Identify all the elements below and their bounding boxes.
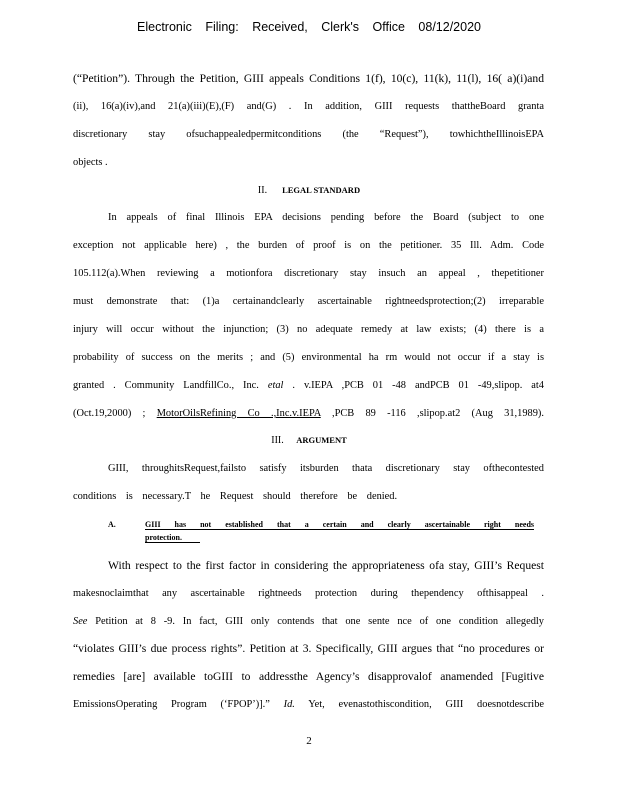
case-name: MotorOilsRefining Co .,Inc.v.IEPA — [156, 408, 321, 419]
body-line: probability of success on the merits ; and (5) environmental ha rm would not occur if a stay is — [73, 352, 544, 363]
subheading-letter: A. — [108, 520, 116, 529]
body-line: objects . — [73, 157, 108, 168]
citation-text: ,PCB 89 -116 ,slipop.at2 (Aug 31,1989). — [331, 408, 544, 419]
page-number: 2 — [306, 735, 312, 747]
citation-line — [73, 379, 544, 393]
section-title: ARGUMENT — [296, 435, 347, 445]
body-line: makesnoclaimthat any ascertainable rightneeds protection during thependency ofthisappeal . — [73, 588, 544, 599]
citation-text: (Oct.19,2000) ; — [73, 408, 146, 419]
body-line — [73, 615, 544, 629]
body-line: With respect to the first factor in considering the appropriateness ofa stay, GIII’s Request — [108, 559, 544, 572]
section-heading-legal-standard — [0, 185, 618, 196]
citation-etal: etal — [267, 380, 284, 391]
section-number: II. — [257, 185, 268, 196]
body-line: In appeals of final Illinois EPA decisions pending before the Board (subject to one — [108, 212, 544, 223]
section-heading-argument — [0, 435, 618, 446]
body-line: “violates GIII’s due process rights”. Petition at 3. Specifically, GIII argues that “no procedures or — [73, 642, 544, 655]
body-line: conditions is necessary.T he Request should therefore be denied. — [73, 491, 398, 502]
body-line: (“Petition”). Through the Petition, GIII appeals Conditions 1(f), 10(c), 11(k), 11(l), 16( a)(i)and — [73, 72, 544, 85]
body-line: discretionary stay ofsuchappealedpermitconditions (the “Request”), towhichtheIllinoisEPA — [73, 129, 544, 140]
body-line: injury will occur without the injunction; (3) no adequate remedy at law exists; (4) there is a — [73, 324, 544, 335]
body-text: Yet, evenastothiscondition, GIII doesnotdescribe — [308, 699, 544, 710]
body-text: EmissionsOperating Program (‘FPOP’)].” — [73, 699, 270, 710]
section-title: LEGAL STANDARD — [282, 185, 361, 195]
filing-header: Electronic Filing: Received, Clerk's Office 08/12/2020 — [137, 20, 481, 34]
body-text: Petition at 8 -9. In fact, GIII only contends that one sente nce of one condition allegedly — [95, 616, 545, 627]
citation-text: granted . Community LandfillCo., Inc. — [73, 380, 259, 391]
body-line: 105.112(a).When reviewing a motionfora discretionary stay insuch an appeal , thepetitioner — [73, 268, 544, 279]
citation-text: . v.IEPA ,PCB 01 -48 andPCB 01 -49,slipop. at4 — [292, 380, 545, 391]
signal-see: See — [73, 616, 88, 627]
body-line: must demonstrate that: (1)a certainandclearly ascertainable rightneedsprotection;(2) irreparable — [73, 296, 544, 307]
body-line — [73, 698, 544, 712]
body-line: (ii), 16(a)(iv),and 21(a)(iii)(E),(F) and(G) . In addition, GIII requests thattheBoard granta — [73, 101, 544, 112]
subheading-line: protection. — [145, 533, 200, 543]
body-line: remedies [are] available toGIII to addressthe Agency’s disapprovalof anamended [Fugitive — [73, 670, 544, 683]
body-line: exception not applicable here) , the burden of proof is on the petitioner. 35 Ill. Adm. Code — [73, 240, 544, 251]
subheading-line: GIII has not established that a certain and clearly ascertainable right needs — [145, 520, 534, 529]
section-number: III. — [271, 435, 284, 446]
body-line: GIII, throughitsRequest,failsto satisfy itsburden thata discretionary stay ofthecontested — [108, 463, 544, 474]
citation-line — [73, 407, 544, 421]
signal-id: Id. — [283, 699, 295, 710]
